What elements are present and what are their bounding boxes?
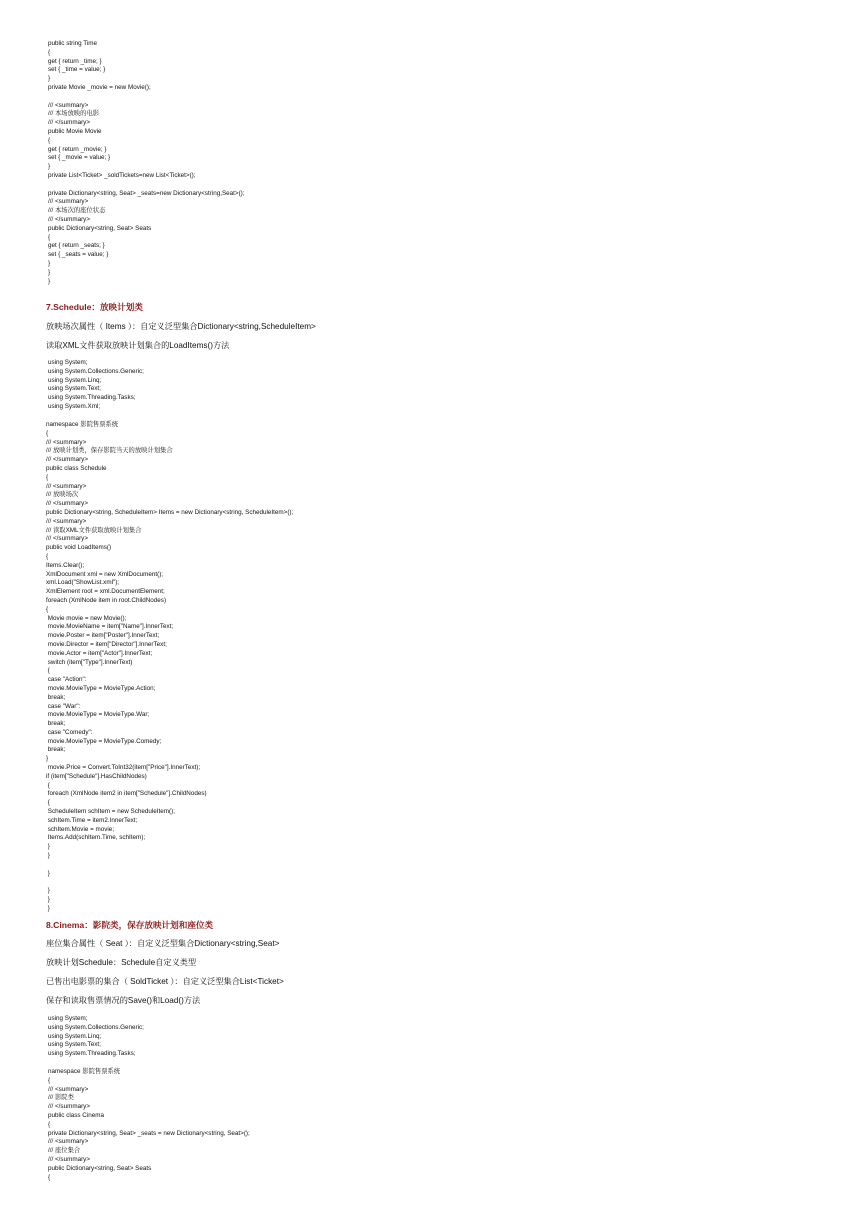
code-line: case "Action":: [46, 676, 87, 684]
code-line: break;: [46, 693, 66, 701]
code-line: /// 读取XML文件获取放映计划集合: [46, 526, 142, 534]
code-line: using System.Linq;: [48, 376, 102, 384]
code-line: {: [46, 552, 49, 560]
paragraph-seats-property: 座位集合属性（ Seat ）：自定义泛型集合Dictionary<string,Seat>: [46, 939, 280, 948]
code-line: public Dictionary<string, Seat> Seats: [48, 224, 152, 232]
code-line: movie.Director = item["Director"].InnerText;: [46, 640, 167, 648]
code-line: using System.Collections.Generic;: [48, 367, 144, 375]
code-line: {: [48, 1076, 51, 1084]
code-line: schItem.Movie = movie;: [46, 825, 115, 833]
code-line: }: [46, 755, 49, 763]
code-line: {: [48, 233, 51, 241]
code-line: /// </summary>: [46, 535, 88, 543]
code-line: /// <summary>: [48, 1138, 89, 1146]
code-line: movie.Price = Convert.ToInt32(item["Price"].InnerText);: [46, 764, 201, 772]
code-line: case "War":: [46, 702, 81, 710]
code-line: if (item["Schedule"].HasChildNodes): [46, 772, 147, 780]
code-line: get { return _movie; }: [48, 145, 107, 153]
code-line: XmlDocument xml = new XmlDocument();: [46, 570, 164, 578]
code-line: movie.Actor = item["Actor"].InnerText;: [46, 649, 153, 657]
code-line: [48, 93, 245, 102]
code-line: get { return _time; }: [48, 57, 102, 65]
code-line: public Dictionary<string, Seat> Seats: [48, 1164, 152, 1172]
code-line: /// <summary>: [46, 482, 87, 490]
code-line: public class Schedule: [46, 464, 107, 472]
code-line: {: [48, 1120, 51, 1128]
code-line: /// </summary>: [48, 1103, 90, 1111]
code-block-cinema-usings: [48, 1015, 144, 1059]
code-line: using System.Threading.Tasks;: [48, 1050, 136, 1058]
code-line: XmlElement root = xml.DocumentElement;: [46, 588, 165, 596]
code-line: using System.Collections.Generic;: [48, 1023, 144, 1031]
code-line: namespace 影院售票系统: [46, 421, 119, 428]
code-line: switch (item["Type"].InnerText): [46, 658, 133, 666]
code-line: movie.MovieType = MovieType.Action;: [46, 684, 156, 692]
code-line: {: [48, 136, 51, 144]
code-line: using System;: [48, 359, 88, 366]
code-line: /// <summary>: [48, 1085, 89, 1093]
code-line: }: [48, 268, 51, 276]
code-line: break;: [46, 746, 66, 754]
code-line: foreach (XmlNode item2 in item["Schedule"].ChildNodes): [46, 790, 207, 798]
code-block-cinema-class: [48, 1068, 250, 1182]
code-line: /// 座位集合: [48, 1147, 81, 1155]
code-line: using System;: [48, 1015, 88, 1022]
code-line: case "Comedy":: [46, 728, 93, 736]
code-line: set { _time = value; }: [48, 66, 106, 74]
code-block-schedule-class: [46, 421, 293, 914]
code-line: {: [48, 1173, 51, 1181]
code-line: {: [46, 667, 50, 675]
code-line: }: [48, 259, 51, 267]
code-line: /// 本场次的座位状态: [48, 207, 106, 215]
code-line: set { _seats = value; }: [48, 251, 109, 259]
code-block-showtime-members: [48, 40, 245, 286]
code-line: [48, 181, 245, 190]
code-line: [46, 878, 293, 887]
code-line: using System.Xml;: [48, 402, 101, 410]
code-line: /// </summary>: [48, 1155, 90, 1163]
code-line: schItem.Time = item2.InnerText;: [46, 816, 138, 824]
code-line: }: [48, 277, 51, 285]
code-line: using System.Text;: [48, 385, 101, 393]
code-line: /// <summary>: [48, 101, 89, 109]
code-line: /// </summary>: [46, 500, 88, 508]
code-line: public Movie Movie: [48, 127, 102, 135]
code-line: public void LoadItems(): [46, 544, 112, 552]
code-line: namespace 影院售票系统: [48, 1068, 121, 1075]
code-line: Items.Add(schItem.Time, schItem);: [46, 834, 146, 842]
code-line: private Dictionary<string, Seat> _seats = new Dictionary<string, Seat>();: [48, 1129, 250, 1137]
code-block-schedule-usings: [48, 359, 144, 412]
code-line: using System.Linq;: [48, 1032, 102, 1040]
code-line: public class Cinema: [48, 1111, 104, 1119]
code-line: {: [46, 473, 49, 481]
code-line: movie.Poster = item["Poster"].InnerText;: [46, 632, 160, 640]
code-line: movie.MovieType = MovieType.War;: [46, 711, 150, 719]
code-line: /// 影院类: [48, 1094, 74, 1102]
code-line: /// </summary>: [46, 456, 88, 464]
code-line: }: [46, 852, 50, 860]
code-line: movie.MovieType = MovieType.Comedy;: [46, 737, 162, 745]
code-line: /// 放映计划类，保存影院当天的放映计划集合: [46, 447, 173, 455]
code-line: {: [46, 799, 50, 807]
code-line: Movie movie = new Movie();: [46, 614, 127, 622]
code-line: /// </summary>: [48, 215, 90, 223]
code-line: /// 本场放映的电影: [48, 110, 100, 118]
code-line: public string Time: [48, 40, 97, 47]
code-line: public Dictionary<string, ScheduleItem> Items = new Dictionary<string, ScheduleItem>();: [46, 508, 294, 516]
code-line: private Movie _movie = new Movie();: [48, 83, 151, 91]
code-line: foreach (XmlNode item in root.ChildNodes): [46, 596, 167, 604]
section-heading-cinema: 8.Cinema：影院类，保存放映计划和座位类: [46, 920, 214, 930]
code-line: }: [46, 887, 50, 895]
code-line: {: [46, 605, 49, 613]
paragraph-items-property: 放映场次属性（ Items ）：自定义泛型集合Dictionary<string,ScheduleItem>: [46, 322, 316, 331]
code-line: xml.Load("ShowList.xml");: [46, 579, 120, 587]
code-line: /// <summary>: [48, 198, 89, 206]
code-line: {: [46, 429, 49, 437]
code-line: }: [48, 75, 51, 83]
code-line: using System.Threading.Tasks;: [48, 394, 136, 402]
paragraph-schedule-property: 放映计划Schedule：Schedule自定义类型: [46, 958, 197, 967]
code-line: /// <summary>: [46, 438, 87, 446]
code-line: }: [48, 163, 51, 171]
code-line: set { _movie = value; }: [48, 154, 111, 162]
code-line: using System.Text;: [48, 1041, 101, 1049]
code-line: /// 放映场次: [46, 491, 79, 499]
code-line: {: [48, 48, 51, 56]
code-line: }: [46, 843, 50, 851]
code-line: }: [46, 896, 50, 904]
paragraph-loaditems-method: 读取XML文件获取放映计划集合的LoadItems()方法: [46, 341, 230, 350]
section-heading-schedule: 7.Schedule：放映计划类: [46, 302, 143, 312]
code-line: private Dictionary<string, Seat> _seats=new Dictionary<string,Seat>();: [48, 189, 245, 197]
paragraph-save-load-methods: 保存和读取售票情况的Save()和Load()方法: [46, 996, 201, 1005]
code-line: }: [46, 869, 50, 877]
code-line: [46, 861, 293, 870]
code-line: /// <summary>: [46, 517, 87, 525]
code-line: ScheduleItem schItem = new ScheduleItem();: [46, 808, 175, 816]
paragraph-soldticket-property: 已售出电影票的集合（ SoldTicket ）：自定义泛型集合List<Ticket>: [46, 977, 284, 986]
code-line: private List<Ticket> _soldTickets=new List<Ticket>();: [48, 171, 196, 179]
code-line: {: [46, 781, 50, 789]
code-line: }: [46, 904, 50, 912]
code-line: Items.Clear();: [46, 561, 85, 569]
code-line: /// </summary>: [48, 119, 90, 127]
code-line: movie.MovieName = item["Name"].InnerText;: [46, 623, 174, 631]
code-line: get { return _seats; }: [48, 242, 105, 250]
code-line: break;: [46, 720, 66, 728]
